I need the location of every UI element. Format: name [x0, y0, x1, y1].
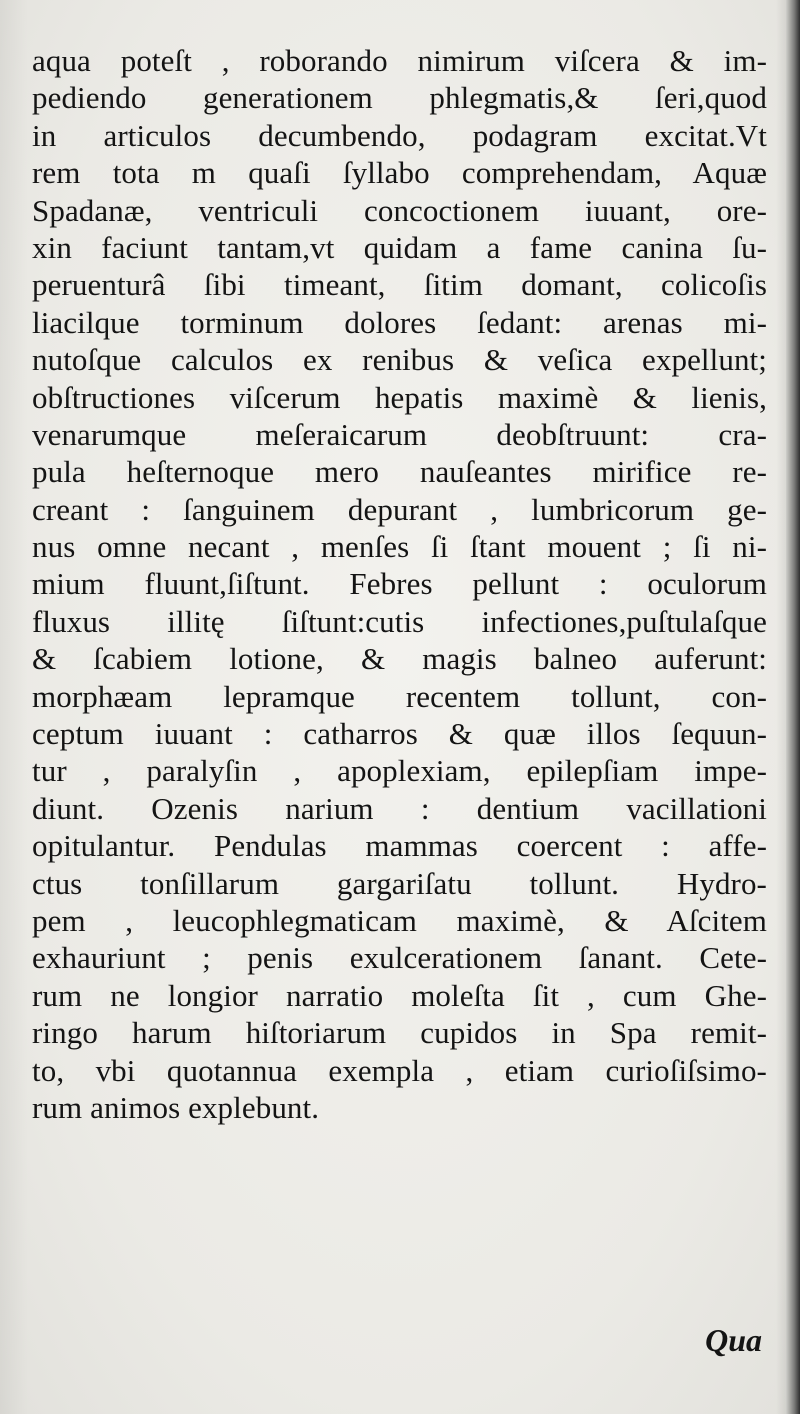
- text-line: fluxus illitę ſiſtunt:cutis infectiones,puſtulaſque: [32, 603, 767, 639]
- text-line: nus omne necant , menſes ſi ſtant mouent ; ſi ni-: [32, 529, 767, 565]
- text-line: ceptum iuuant : catharros & quæ illos ſequun-: [32, 716, 767, 752]
- text-line: diunt. Ozenis narium : dentium vacillationi: [32, 790, 767, 826]
- text-line: exhauriunt ; penis exulcerationem ſanant. Cete-: [32, 940, 767, 976]
- body-text: [32, 42, 767, 1126]
- text-line: creant : ſanguinem depurant , lumbricorum ge-: [32, 491, 767, 527]
- text-line: & ſcabiem lotione, & magis balneo auferunt:: [32, 641, 767, 677]
- text-line: obſtructiones viſcerum hepatis maximè & lienis,: [32, 379, 767, 415]
- text-line: liacilque torminum dolores ſedant: arenas mi-: [32, 304, 767, 340]
- text-line: nutoſque calculos ex renibus & veſica expellunt;: [32, 342, 767, 378]
- text-line: pem , leucophlegmaticam maximè, & Aſcitem: [32, 902, 767, 938]
- text-line: ctus tonſillarum gargariſatu tollunt. Hydro-: [32, 865, 767, 901]
- text-line: xin faciunt tantam,vt quidam a fame canina ſu-: [32, 229, 767, 265]
- text-line: tur , paralyſin , apoplexiam, epilepſiam impe-: [32, 753, 767, 789]
- text-line: rem tota m quaſi ſyllabo comprehendam, Aquæ: [32, 155, 767, 191]
- text-line: pula heſternoque mero nauſeantes mirifice re-: [32, 454, 767, 490]
- text-line: aqua poteſt , roborando nimirum viſcera & im-: [32, 43, 767, 78]
- catchword: Qua: [705, 1322, 762, 1358]
- text-line: in articulos decumbendo, podagram excitat.Vt: [32, 117, 767, 153]
- text-line-last: rum animos explebunt.: [32, 1089, 320, 1125]
- text-line: rum ne longior narratio moleſta ſit , cum Ghe-: [32, 977, 767, 1013]
- text-line: venarumque meſeraicarum deobſtruunt: cra-: [32, 416, 767, 452]
- text-line: Spadanæ, ventriculi concoctionem iuuant, ore-: [32, 192, 767, 228]
- text-line: opitulantur. Pendulas mammas coercent : affe-: [32, 828, 767, 864]
- text-line: morphæam lepramque recentem tollunt, con-: [32, 678, 767, 714]
- text-line: ringo harum hiſtoriarum cupidos in Spa remit-: [32, 1015, 767, 1051]
- text-line: to, vbi quotannua exempla , etiam curioſiſsimo-: [32, 1052, 767, 1088]
- text-line: peruenturâ ſibi timeant, ſitim domant, colicoſis: [32, 267, 767, 303]
- text-line: mium fluunt,ſiſtunt. Febres pellunt : oculorum: [32, 566, 767, 602]
- page-edge-shadow: [786, 0, 800, 1414]
- text-line: pediendo generationem phlegmatis,& ſeri,quod: [32, 80, 767, 116]
